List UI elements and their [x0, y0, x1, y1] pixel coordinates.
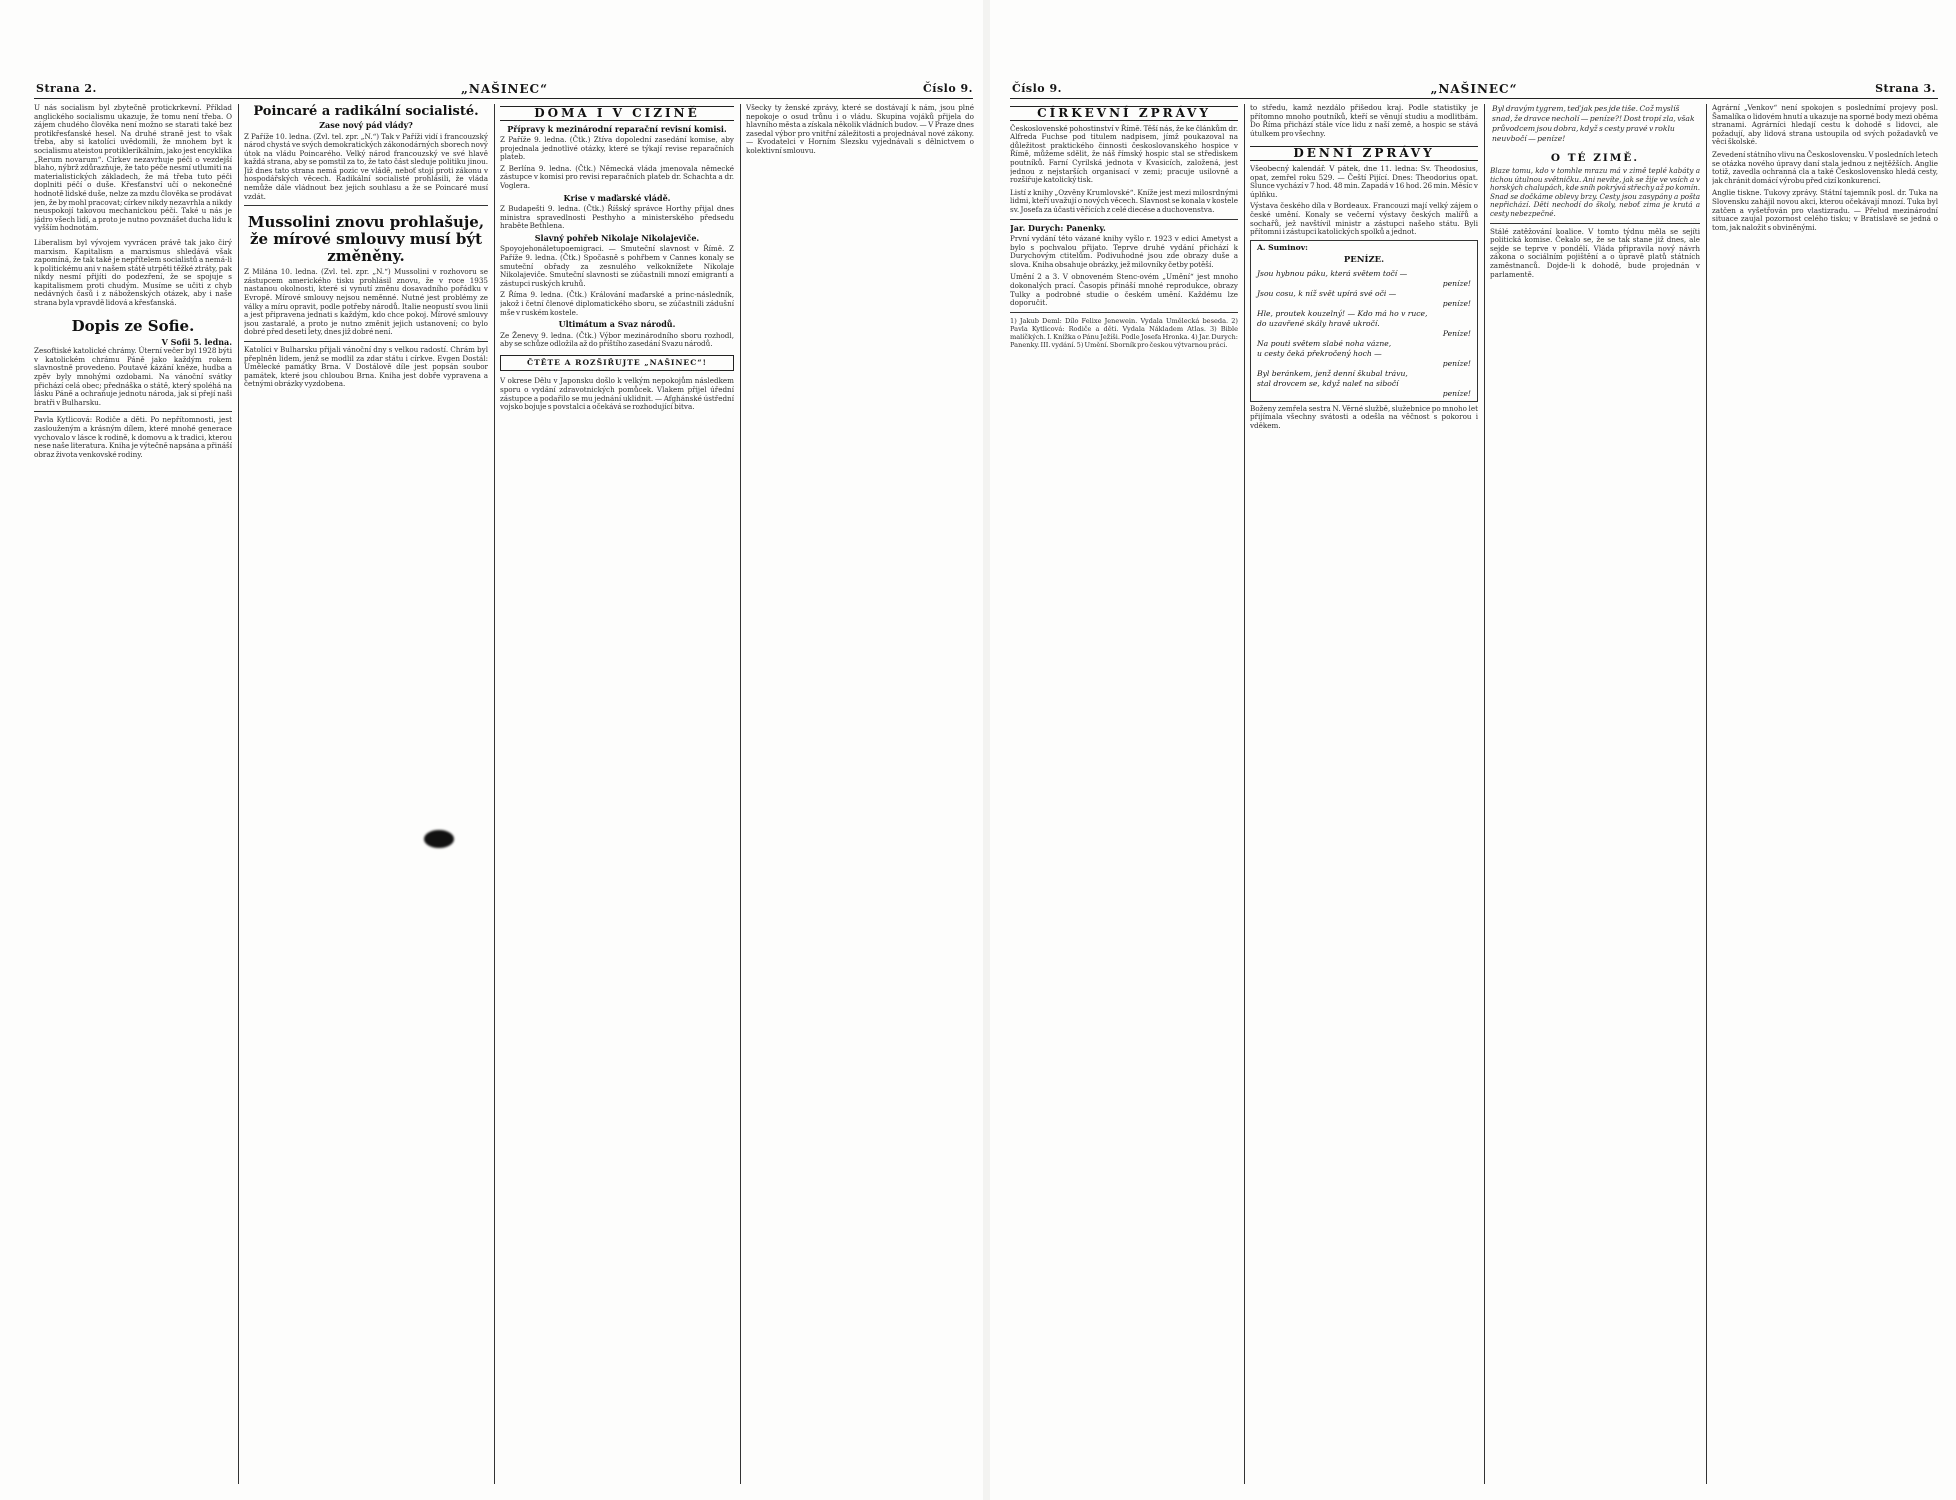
article-body: Z Paříže 10. ledna. (Zvl. tel. zpr. „N.“) Tak v Paříži vidí i francouzský národ chystá ve svých demokratických zákonodárných sborech nový útok na vládu Poincarého. Velký národ francouzský ve své hlavě každá strana, aby se pomstil za to, že tato část sleduje politiku jinou. Již dnes tato strana nemá pozic ve vládě, neboť stojí proti zákonu v hospodářských věcech. Radikální socialisté prohlásili, že vláda nemůže dále vládnout bez jejich souhlasu a že se Poincaré musí vzdát.: [244, 131, 488, 201]
article-body: Katolíci v Bulharsku přijali vánoční dny s velkou radostí. Chrám byl přeplněn lidem, jenž se modlil za zdar státu i církve. Evgen Dostál: Umělecké památky Brna. V Dostálově díle jest popsán soubor památek, které jsou chloubou Brna. Kniha jest dobře vypravena a četnými obrázky vyzdobena.: [244, 345, 488, 389]
poem-line: Jsou hybnou páku, která světem točí —: [1257, 268, 1408, 278]
news-headline: Krise v maďarské vládě.: [563, 192, 671, 203]
column-divider: [238, 104, 239, 1484]
news-item: Umění 2 a 3. V obnoveném Stenc-ovém „Umění“ jest mnoho dokonalých prací. Časopis přináší mnohé reprodukce, obrazy Tulky a podrobné studie o českém umění. Každému lze doporučit.: [1010, 272, 1238, 308]
column-divider: [1706, 104, 1707, 1484]
article-body: Liberalism byl vývojem vyvrácen právě tak jako čirý marxism. Kapitalism a marxismus shledává však zapomíná, že tak také je nepřítelem socialistů a nemá-li k politickému ani v našem státě utrpěti těžké ztráty, pak nikdy nesmí přijíti do podezření, že se spojuje s kapitalismem proti chudým. Musíme se učiti z chyb nedávných časů i z náboženských otázek, aby i naše strana byla vpravdě lidová a křesťanská.: [34, 237, 232, 308]
news-item: Ze Ženevy 9. ledna. (Čtk.) Výbor mezinárodního sboru rozhodl, aby se schůze odložila až do příštího zasedání Svazu národů.: [500, 330, 734, 349]
masthead: „NAŠINEC“: [460, 82, 549, 96]
column-4: [746, 104, 974, 1484]
poem-title: PENÍZE.: [1343, 254, 1385, 265]
cta-read-and-spread: ČTĚTE A ROZŠIŘUJTE „NAŠINEC“!: [500, 355, 734, 372]
column-4: [1712, 104, 1938, 1484]
ink-smudge: [424, 830, 454, 848]
column-3: [1490, 104, 1700, 1484]
right-newspaper-page: [990, 0, 1956, 1500]
column-1: [1010, 104, 1238, 1484]
headline-poincare: Poincaré a radikální socialisté.: [253, 104, 479, 119]
news-item: Z Berlína 9. ledna. (Čtk.) Německá vláda jmenovala německé zástupce v komisi pro revisi reparačních plateb dr. Schachta a dr. Voglera.: [500, 163, 734, 191]
poem-line: do uzavřené skály hravě ukročí.: [1257, 318, 1380, 328]
news-item: Listí z knihy „Ozvěny Krumlovské“. Kníže jest mezi milosrdnými lidmi, kteří uvažují o nových věcech. Slavnost se konala v kostele sv. Josefa za účasti věřících z celé diecése a duchovenstva.: [1010, 187, 1238, 214]
dateline: V Sofii 5. ledna.: [161, 336, 232, 347]
poem-line: u cesty čeká překročený hoch —: [1257, 348, 1382, 358]
divider: [34, 411, 232, 412]
poem-line: Hle, proutek kouzelný! — Kdo má ho v ruce,: [1257, 308, 1428, 318]
divider: [1010, 219, 1238, 220]
section-doma-i-v-cizine: DOMA I V CIZINĚ: [500, 106, 734, 121]
article-body: to středu, kamž nezdálo přišedou kraj. Podle statistiky je přítomno mnoho poutníků, kteří se věnují studiu a modlitbám. Do Říma přichází stále více lidu z naší země, a hospic se stává útulkem pro všechny.: [1250, 104, 1478, 138]
footnotes: 1) Jakub Deml: Dílo Felixe Jenewein. Vydala Umělecká beseda. 2) Pavla Kytlicová: Rodiče a děti. Vydala Nákladem Atlas. 3) Bible malíčkých. I. Knížka o Pánu Ježíši. Podle Josefa Hronka. 4) Jar. Durych: Panenky. III. vydání. 5) Umění. Sborník pro českou výtvarnou práci.: [1010, 316, 1238, 349]
subheadline: Zase nový pád vlády?: [319, 120, 413, 130]
news-item: V okrese Dělu v Japonsku došlo k velkým nepokojům následkem sporu o vydání zdravotnických pomůcek. Vlakem přijel úřední zástupce a podařilo se mu jednání uklidnit. — Afghánské ústřední vojsko bojuje s povstalci a očekává se rozhodující bitva.: [500, 376, 734, 412]
poem-line: stal drovcem se, když naleť na sibočí: [1257, 378, 1399, 388]
issue-number: Číslo 9.: [923, 82, 973, 95]
news-item: Z Říma 9. ledna. (Čtk.) Králování maďarské a princ-následník, jakož i četní členové diplomatického sboru, se zúčastnili zádušní mše v ruském kostele.: [500, 290, 734, 317]
review-body: První vydání této vázané knihy vyšlo r. 1923 v edici Ametyst a bylo s pochvalou přijato. Teprve druhé vydání přichází k Durychovým ctitelům. Podivuhodné jsou zde obrazy duše a slova. Kniha obsahuje obrázky, jež milovníky četby potěší.: [1010, 234, 1238, 269]
article-body: U nás socialism byl zbytečně protickrkevní. Příklad anglického socialismu ukazuje, že tomu není třeba. O zájem chudého člověka není možno se starati také bez protikřesťanské hesel. Na druhé straně jest to však třeba, aby si katolíci uvědomili, že mnohem byt k socialismu ateistou protiklerikálním, jako jest encyklika „Rerum novarum“. Církev nezavrhuje péči o vezdejší blaho, nýbrž zdůrazňuje, že tato péče nesmí utlumiti na materialistických základech, že má třeba tuto péči doplniti péčí o duše. Křesťanství učí o nekonečné hodnotě lidské duše, nelze za mzdu člověka se prodávat jen, že by mohl pracovat; církev nikdy nezavrhla a nikdy neuspokojí takovou mechanickou péči. Také u nás je jádro všech lidí, a proto je nutno povznášet ducha lidu k vyšším hodnotám.: [34, 104, 232, 233]
calendar-note: Všeobecný kalendář. V pátek, dne 11. ledna: Sv. Theodosius, opat, zemřel roku 529. — Čeští Pijící. Dnes: Theodorius opat. Slunce vychází v 7 hod. 48 min. Zapadá v 16 hod. 26 min. Měsíc v úplňku.: [1250, 163, 1478, 199]
page-number: Strana 2.: [36, 82, 97, 95]
review-author: Jar. Durych: Panenky.: [1010, 222, 1106, 233]
news-headline: Ultimátum a Svaz národů.: [558, 319, 676, 330]
section-denni-zpravy: DENNÍ ZPRÁVY: [1250, 146, 1478, 161]
page-gutter: [983, 0, 990, 1500]
poem-line: peníze!: [1442, 358, 1471, 368]
poem-line: Byl beránkem, jenž denní škubal trávu,: [1257, 368, 1408, 378]
column-divider: [1244, 104, 1245, 1484]
headline-mussolini: Mussolini znovu prohlašuje, že mírové smlouvy musí být změněny.: [247, 213, 485, 266]
news-headline: Slavný pohřeb Nikolaje Nikolajeviče.: [534, 232, 700, 243]
article-body: Pavla Kytlicová: Rodiče a děti. Po nepřítomnosti, jest zaslouženým a krásným dílem, které mnohé generace vychovalo v lásce k rodině, k domovu a k tradici, kterou nese naše literatura. Kniha je výtečně napsána a přináší obraz života venkovské rodiny.: [34, 415, 232, 459]
poem-line: Na pouti světem slabé noha vázne,: [1257, 338, 1392, 348]
column-divider: [740, 104, 741, 1484]
article-body: Výstava českého díla v Bordeaux. Francouzi mají velký zájem o české umění. Konaly se večerní výstavy českých malířů a sochařů, jež navštívil ministr a zástupci našeho státu. Byli přítomni i zástupci katolických spolků a jednot.: [1250, 201, 1478, 237]
divider: [1490, 223, 1700, 224]
section-cirkevni-zpravy: CÍRKEVNÍ ZPRÁVY: [1010, 106, 1238, 121]
column-2: [244, 104, 488, 1484]
column-3: [500, 104, 734, 1484]
news-item: Spoyojehonáletupoemigraci. — Smuteční slavnost v Římě. Z Paříže 9. ledna. (Čtk.) Spočasně s pohřbem v Cannes konaly se smuteční obřady za zesnulého velkoknížete Nikolaje Nikolajeviče. Smuteční slavnosti se zúčastnili mnozí emigranti a zástupci ruských kruhů.: [500, 244, 734, 288]
article-body: Stálé zatěžování koalice. V tomto týdnu měla se sejíti politická komise. Čekalo se, že se tak stane již dnes, ale sejde se teprve v pondělí. Vláda připravila nový návrh zákona o sociálním pojištění a o úpravě platů státních zaměstnanců. Dojde-li k dohodě, bude projednán v parlamentě.: [1490, 226, 1700, 279]
news-headline: Přípravy k mezinárodní reparační revisní komisi.: [507, 123, 727, 134]
article-body: Všecky ty ženské zprávy, které se dostávají k nám, jsou plné nepokoje o osud trůnu i o vládu. Skupina vojáků přijela do hlavního města a získala několik vládních budov. — V Praze dnes zasedal výbor pro vnitřní záležitosti a projednával nové zákony. — Kvodatelci v Horním Slezsku vyjednávali s dělnictvem o kolektivní smlouvu.: [746, 104, 974, 155]
column-1: [34, 104, 232, 1484]
headline-o-te-zime: O TÉ ZIMĚ.: [1550, 152, 1640, 164]
news-item: Československé pohostinství v Římě. Těší nás, že ke článkům dr. Alfreda Fuchse pod titulem nadpisem, jímž poukazoval na důležitost praktického činnosti českoslovanského hospice v Římě, můžeme sdělit, že náš římský hospic stal se střediskem poutníků. Farní Cyrilská jednota v Kvasicích, založená, jest jednou z nejstarších organisací v zemi; pracuje usilovně a rozšiřuje katolický tisk.: [1010, 123, 1238, 185]
divider: [244, 341, 488, 342]
news-item: Z Budapešti 9. ledna. (Čtk.) Říšský správce Horthy přijal dnes ministra spravedlnosti Pesthyho a ministerského předsedu hraběte Bethlena.: [500, 204, 734, 231]
poem-line: Peníze!: [1442, 328, 1471, 338]
divider: [1010, 312, 1238, 313]
article-body: Boženy zemřela sestra N. Věrné službě, služebnice po mnoho let přijímala všechny svátosti a odešla na věčnost s pokorou i vděkem.: [1250, 403, 1478, 430]
article-body: Anglie tiskne. Tukovy zprávy. Státní tajemník posl. dr. Tuka na Slovensku zahájil novou akci, kterou očekávají mnozí. Tuka byl zatčen a vyšetřován pro vlastizradu. — Přelud mezinárodní situace zaujal pozornost celého tisku; v Bratislavě se jedná o tom, jak naložit s obviněnými.: [1712, 188, 1938, 232]
poem-continuation: Byl dravým tygrem, teď jak pes jde tiše. Což myslíš snad, že dravce necholí — peníze?! Dost tropí zla, však průvodcem jsou dobra, když s cesty pravé v roklu neuvbočí — peníze!: [1492, 104, 1695, 143]
header-rule: [1010, 98, 1938, 99]
article-body: Agrární „Venkov“ není spokojen s poslednímí projevy posl. Šamalíka o lidovém hnutí a ukazuje na sporné body mezi oběma stranami. Agrárníci hledají cestu k dohodě s lidovci, ale požadují, aby lidová strana ustoupila od svých požadavků ve věci školské.: [1712, 104, 1938, 147]
article-body: Blaze tomu, kdo v tomhle mrazu má v zimě teplé kabáty a tichou útulnou světničku. Ani nevíte, jak se žije ve vsích a v horských chalupách, kde sníh pokrývá střechy až po komín. Snad se dočkáme oblevy brzy. Cesty jsou zasypány a pošta nepřichází. Děti nechodí do školy, neboť zima je krutá a cesty nebezpečné.: [1490, 166, 1700, 218]
page-number: Strana 3.: [1875, 82, 1936, 95]
divider: [244, 205, 488, 206]
poem-author: A. Suminov:: [1257, 242, 1308, 252]
poem-line: peníze!: [1442, 388, 1471, 398]
issue-number: Číslo 9.: [1012, 82, 1062, 95]
poem-line: peníze!: [1442, 298, 1471, 308]
column-2: [1250, 104, 1478, 1484]
poem-line: Jsou cosu, k níž svět upírá své oči —: [1257, 288, 1397, 298]
column-divider: [494, 104, 495, 1484]
article-body: Z Milána 10. ledna. (Zvl. tel. zpr. „N.“) Mussolini v rozhovoru se zástupcem amerického tisku prohlásil znovu, že v roce 1935 nastanou okolnosti, které si vynutí změnu dosavadního pořádku v Evropě. Mírové smlouvy nejsou neměnné. Nutné jest problémy ze války a míru opravit, podle potřeby národů. Italie neopustí svou linii a jest připravena jednati s každým, kdo chce pokoj. Mírové smlouvy jsou zastaralé, a proto je nutno změnit jejich ustanovení; co bylo dobré před deseti lety, dnes již dobré není.: [244, 267, 488, 337]
column-divider: [1484, 104, 1485, 1484]
poem-box: [1250, 240, 1478, 402]
poem-line: peníze!: [1442, 278, 1471, 288]
masthead: „NAŠINEC“: [1430, 82, 1518, 96]
headline-dopis-ze-sofie: Dopis ze Sofie.: [71, 316, 195, 335]
article-body: Zesoftiské katolické chrámy. Úterní večer byl 1928 býti v katolickém chrámu Páně jako každým rokem slavnostně provedeno. Poutavé kázání kněze, hudba a zpěv byly mnohými ozdobami. Na vánoční svátky přichází celá obec; přednáška o státě, který spoléhá na lásku Páně a ochraňuje jednotu národa, jak si přejí naši bratři v Bulharsku.: [34, 346, 232, 407]
news-item: Z Paříže 9. ledna. (Čtk.) Ztíva dopolední zasedání komise, aby projednala jednotlivé otázky, které se týkají revise reparačních plateb.: [500, 135, 734, 162]
article-body: Zevedení státního vlivu na Československu. V posledních letech se otázka nového úpravy daní stala jednou z nejtěžších. Anglie totiž, zavedla ochranná cla a také Československo hledá cesty, jak chránit domácí výrobu před cizí konkurencí.: [1712, 149, 1938, 185]
header-rule: [34, 98, 973, 99]
